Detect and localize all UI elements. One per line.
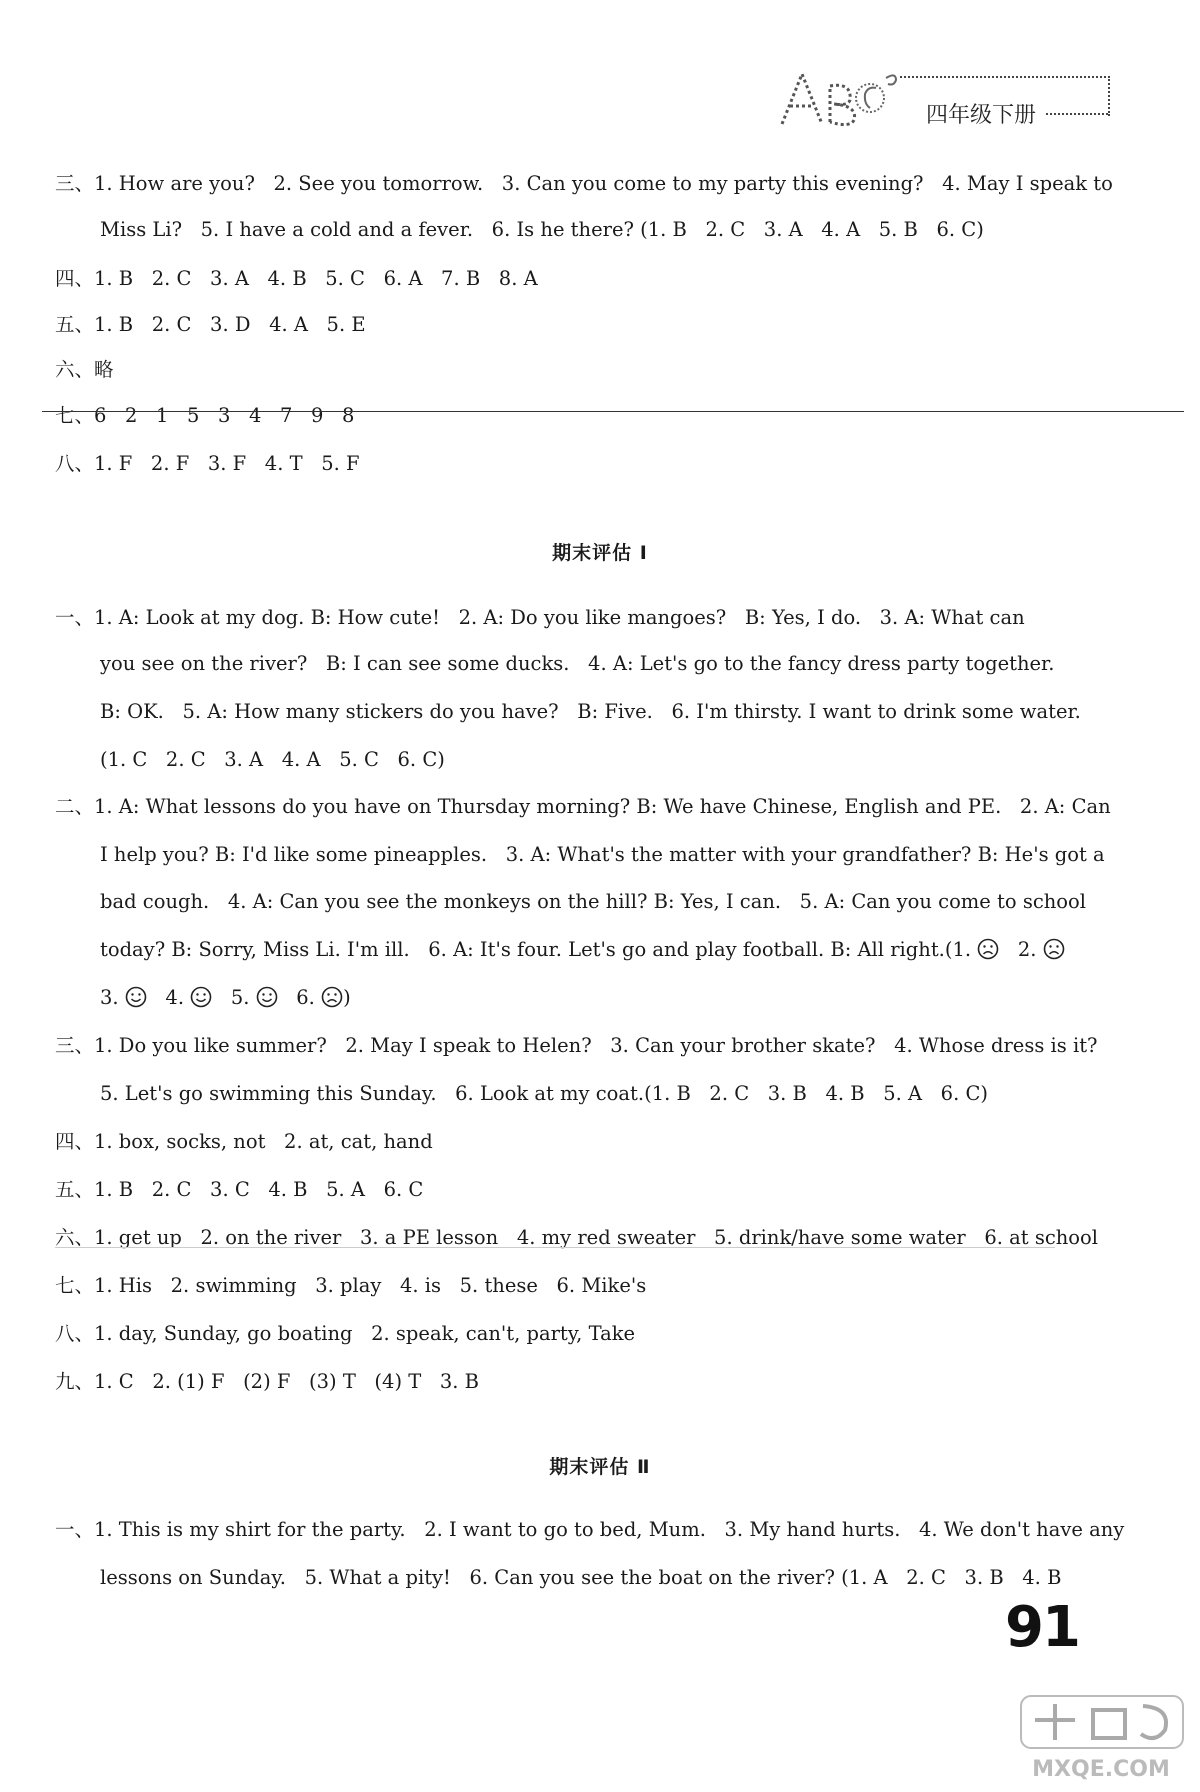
page-number: 91 <box>1005 1595 1079 1660</box>
answer-line: 九、1. C 2. (1) F (2) F (3) T (4) T 3. B <box>55 1370 479 1393</box>
answer-line: 六、1. get up 2. on the river 3. a PE lesson 4. my red sweater 5. drink/have some water 6. at school <box>55 1226 1099 1249</box>
answer-line: 5. Let's go swimming this Sunday. 6. Look at my coat.(1. B 2. C 3. B 4. B 5. A 6. C) <box>100 1082 989 1105</box>
answer-line-with-faces: 3. 4. 5. 6. ) <box>100 986 351 1009</box>
face-label: 5. <box>230 986 250 1009</box>
answer-line: 四、1. box, socks, not 2. at, cat, hand <box>55 1130 433 1153</box>
divider-rule <box>42 411 1184 412</box>
faint-rule <box>55 1247 1055 1248</box>
answer-line: 八、1. F 2. F 3. F 4. T 5. F <box>55 452 360 475</box>
face-label: 6. <box>296 986 315 1009</box>
face-label: 4. <box>165 986 185 1009</box>
face-label: 2. <box>1017 938 1037 961</box>
face-label: 3. <box>100 986 119 1009</box>
answer-line: 二、1. A: What lessons do you have on Thursday morning? B: We have Chinese, English and PE. 2. A: Can <box>55 795 1111 818</box>
answer-text: today? B: Sorry, Miss Li. I'm ill. 6. A: It's four. Let's go and play football. B: All right.(1. <box>100 938 972 961</box>
answer-line: 七、1. His 2. swimming 3. play 4. is 5. these 6. Mike's <box>55 1274 647 1297</box>
sad-face-icon <box>1043 938 1065 960</box>
grade-label: 四年级下册 <box>926 103 1037 128</box>
answer-line: 七、6 2 1 5 3 4 7 9 8 <box>55 404 355 427</box>
answer-line: Miss Li? 5. I have a cold and a fever. 6. Is he there? (1. B 2. C 3. A 4. A 5. B 6. C) <box>100 218 984 241</box>
answer-line: 六、略 <box>55 358 114 381</box>
answer-line: (1. C 2. C 3. A 4. A 5. C 6. C) <box>100 748 445 771</box>
answer-line-with-faces <box>100 938 1065 961</box>
sad-face-icon <box>977 938 999 960</box>
answer-line: 三、1. Do you like summer? 2. May I speak to Helen? 3. Can your brother skate? 4. Whose dress is it? <box>55 1034 1098 1057</box>
answer-line: 五、1. B 2. C 3. D 4. A 5. E <box>55 313 366 336</box>
header-dotted-rule-end <box>1108 76 1110 116</box>
watermark-text: MXQE.COM <box>1032 1757 1170 1782</box>
answer-line: bad cough. 4. A: Can you see the monkeys on the hill? B: Yes, I can. 5. A: Can you come to school <box>100 890 1087 913</box>
page-header <box>760 58 1120 138</box>
ab-logo-icon <box>772 64 902 134</box>
answer-line: I help you? B: I'd like some pineapples. 3. A: What's the matter with your grandfather? B: He's got a <box>100 843 1105 866</box>
answer-line: B: OK. 5. A: How many stickers do you have? B: Five. 6. I'm thirsty. I want to drink some water. <box>100 700 1081 723</box>
answer-line: lessons on Sunday. 5. What a pity! 6. Can you see the boat on the river? (1. A 2. C 3. B 4. B <box>100 1566 1062 1589</box>
header-dotted-rule <box>900 76 1110 78</box>
section-title: 期末评估 Ⅰ <box>552 542 648 564</box>
sad-face-icon <box>321 986 343 1008</box>
answer-line: 五、1. B 2. C 3. C 4. B 5. A 6. C <box>55 1178 424 1201</box>
happy-face-icon <box>190 986 212 1008</box>
answer-line: 八、1. day, Sunday, go boating 2. speak, can't, party, Take <box>55 1322 636 1345</box>
answer-line: 一、1. A: Look at my dog. B: How cute! 2. A: Do you like mangoes? B: Yes, I do. 3. A: What can <box>55 606 1025 629</box>
answer-line: you see on the river? B: I can see some ducks. 4. A: Let's go to the fancy dress party together. <box>100 652 1055 675</box>
happy-face-icon <box>125 986 147 1008</box>
answer-line: 四、1. B 2. C 3. A 4. B 5. C 6. A 7. B 8. A <box>55 267 538 290</box>
header-label-dots <box>1046 113 1108 115</box>
answer-line: 三、1. How are you? 2. See you tomorrow. 3. Can you come to my party this evening? 4. May I speak to <box>55 172 1113 195</box>
happy-face-icon <box>256 986 278 1008</box>
answer-line: 一、1. This is my shirt for the party. 2. I want to go to bed, Mum. 3. My hand hurts. 4. We don't have any <box>55 1518 1125 1541</box>
watermark-logo-icon <box>1015 1690 1195 1790</box>
section-title: 期末评估 Ⅱ <box>549 1456 651 1478</box>
